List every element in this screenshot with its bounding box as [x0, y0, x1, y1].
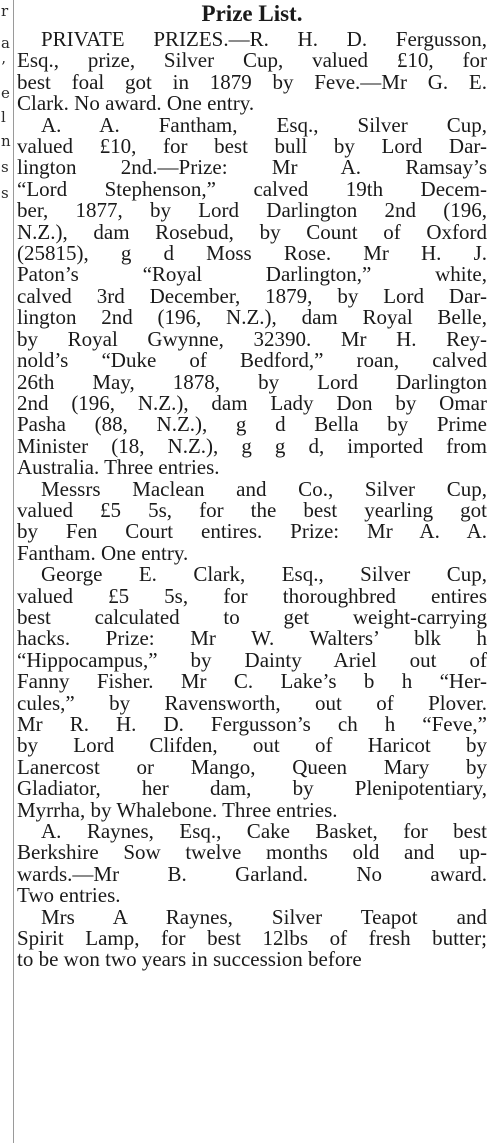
- margin-fragment: r: [1, 2, 9, 20]
- article-body: [17, 29, 487, 971]
- article-title: Prize List.: [201, 1, 303, 26]
- paragraph: [17, 904, 487, 972]
- text-line: cules,” by Ravensworth, out of Plover.: [17, 690, 487, 715]
- text-line: lington 2nd (196, N.Z.), dam Royal Belle,: [17, 305, 487, 330]
- text-line: ber, 1877, by Lord Darlington 2nd (196,: [17, 198, 487, 223]
- margin-fragment: e: [1, 84, 10, 102]
- text-line: PRIVATE PRIZES.—R. H. D. Fergusson,: [41, 27, 487, 51]
- text-line: calved 3rd December, 1879, by Lord Dar-: [17, 283, 487, 308]
- text-line: Fanny Fisher. Mr C. Lake’s b h “Her-: [17, 669, 487, 694]
- text-line: Pasha (88, N.Z.), g d Bella by Prime: [17, 412, 487, 437]
- text-line: Minister (18, N.Z.), g g d, imported from: [17, 433, 487, 458]
- margin-fragment: s: [1, 184, 9, 202]
- text-line: by Fen Court entires. Prize: Mr A. A.: [17, 519, 487, 544]
- text-line: valued £5 5s, for the best yearling got: [17, 497, 487, 522]
- text-line: Spirit Lamp, for best 12lbs of fresh butter;: [17, 926, 487, 951]
- margin-fragment: s: [1, 158, 9, 176]
- text-line: Australia. Three entries.: [17, 455, 220, 480]
- text-line: Myrrha, by Whalebone. Three entries.: [17, 797, 338, 822]
- text-line: by Lord Clifden, out of Haricot by: [17, 733, 487, 758]
- text-line: “Lord Stephenson,” calved 19th Decem-: [17, 176, 487, 201]
- paragraph: [17, 29, 487, 115]
- text-line: nold’s “Duke of Bedford,” roan, calved: [17, 348, 487, 373]
- paragraph: [17, 476, 487, 565]
- text-line: 26th May, 1878, by Lord Darlington: [17, 369, 487, 394]
- column-rule: [13, 0, 14, 1143]
- text-line: Paton’s “Royal Darlington,” white,: [17, 262, 487, 287]
- text-line: Berkshire Sow twelve months old and up-: [17, 840, 487, 865]
- text-line: George E. Clark, Esq., Silver Cup,: [41, 562, 487, 587]
- text-line: to be won two years in succession before: [17, 947, 362, 972]
- text-line: Mr R. H. D. Fergusson’s ch h “Feve,”: [17, 712, 487, 736]
- margin-fragment: ’: [1, 58, 6, 76]
- text-line: Esq., prize, Silver Cup, valued £10, for: [17, 48, 487, 73]
- margin-fragment: l: [1, 108, 6, 126]
- text-line: Mrs A Raynes, Silver Teapot and: [41, 904, 487, 929]
- text-line: best calculated to get weight-carrying: [17, 604, 487, 629]
- text-line: Two entries.: [17, 883, 121, 908]
- text-line: “Hippocampus,” by Dainty Ariel out of: [17, 647, 487, 672]
- text-line: N.Z.), dam Rosebud, by Count of Oxford: [17, 219, 487, 244]
- text-line: Gladiator, her dam, by Plenipotentiary,: [17, 776, 487, 801]
- text-line: Fantham. One entry.: [17, 540, 189, 565]
- paragraph: [17, 564, 487, 821]
- margin-fragment: n: [1, 132, 11, 150]
- text-line: Messrs Maclean and Co., Silver Cup,: [41, 476, 487, 501]
- text-line: hacks. Prize: Mr W. Walters’ blk h: [17, 626, 487, 651]
- text-line: A. Raynes, Esq., Cake Basket, for best: [41, 819, 487, 844]
- text-line: valued £5 5s, for thoroughbred entires: [17, 583, 487, 608]
- text-line: valued £10, for best bull by Lord Dar-: [17, 134, 487, 159]
- paragraph: [17, 821, 487, 907]
- text-line: Lanercost or Mango, Queen Mary by: [17, 754, 487, 779]
- adjacent-column-fragments: [0, 0, 12, 1143]
- text-line: Clark. No award. One entry.: [17, 91, 255, 116]
- text-line: 2nd (196, N.Z.), dam Lady Don by Omar: [17, 390, 487, 415]
- text-line: A. A. Fantham, Esq., Silver Cup,: [41, 112, 487, 137]
- text-line: by Royal Gwynne, 32390. Mr H. Rey-: [17, 326, 487, 351]
- paragraph: [17, 112, 487, 480]
- text-line: best foal got in 1879 by Feve.—Mr G. E.: [17, 69, 487, 94]
- article-column: [17, 0, 487, 971]
- margin-fragment: a: [1, 34, 10, 52]
- text-line: wards.—Mr B. Garland. No award.: [17, 861, 487, 886]
- text-line: (25815), g d Moss Rose. Mr H. J.: [17, 241, 487, 266]
- text-line: lington 2nd.—Prize: Mr A. Ramsay’s: [17, 155, 487, 180]
